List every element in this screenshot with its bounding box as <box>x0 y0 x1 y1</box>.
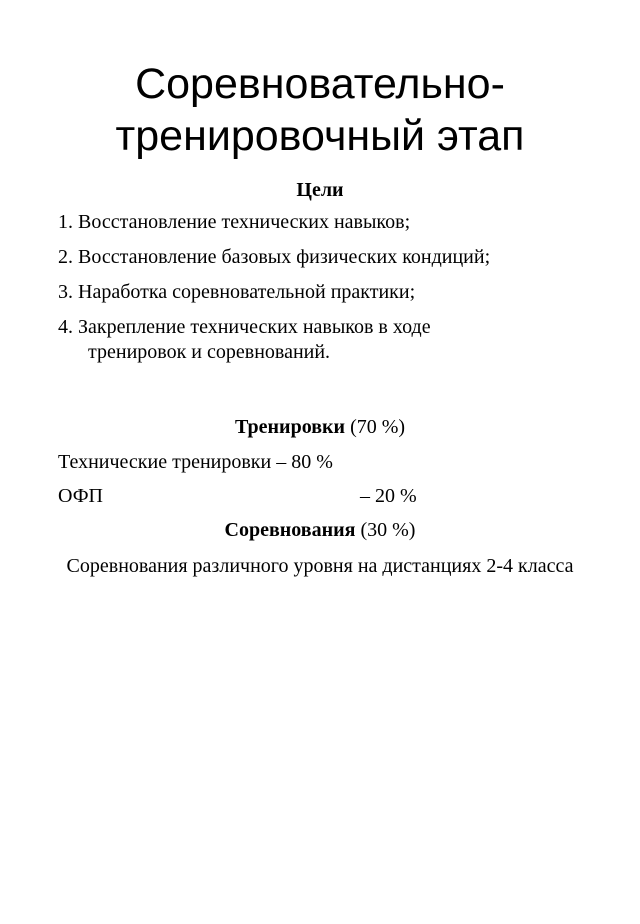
training-heading-title: Тренировки <box>234 416 346 438</box>
goals-heading: Цели <box>296 179 344 201</box>
training-heading-percent: (70 %) <box>345 416 406 438</box>
ofp-label: ОФП <box>58 485 103 507</box>
competitions-heading-percent: (30 %) <box>355 519 416 541</box>
goal-item-1: 1. Восстановление технических навыков; <box>58 211 411 233</box>
goal-item-4: 4. Закрепление технических навыков в ходе <box>58 316 431 338</box>
list-item <box>58 315 598 365</box>
goals-list <box>58 210 598 375</box>
training-heading <box>0 414 640 440</box>
list-item <box>58 280 598 305</box>
competitions-heading-title: Соревнования <box>224 519 356 541</box>
page-title-line-2: тренировочный этап <box>115 112 525 160</box>
list-item <box>58 245 598 270</box>
page-title <box>0 58 640 162</box>
goal-item-3: 3. Наработка соревновательной практики; <box>58 281 416 303</box>
list-item <box>58 210 598 235</box>
goal-item-4-continuation: тренировок и соревнований. <box>88 341 331 363</box>
competitions-text: Соревнования различного уровня на дистанциях 2-4 класса <box>66 555 574 577</box>
page-title-line-1: Соревновательно- <box>135 60 505 108</box>
ofp-value: – 20 % <box>360 485 417 507</box>
competitions-heading <box>0 517 640 543</box>
goal-item-2: 2. Восстановление базовых физических кондиций; <box>58 246 491 268</box>
technical-training-line: Технические тренировки – 80 % <box>58 451 333 473</box>
